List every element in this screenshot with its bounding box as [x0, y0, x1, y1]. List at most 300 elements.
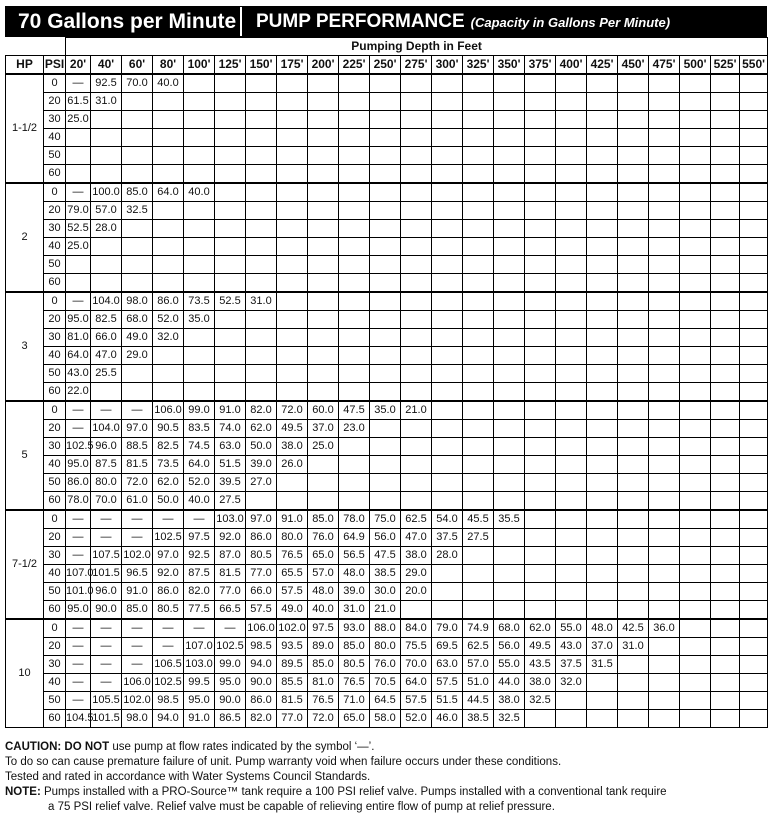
- capacity-cell: 82.5: [91, 311, 122, 329]
- capacity-cell: 61.5: [66, 93, 91, 111]
- capacity-cell: [432, 93, 463, 111]
- capacity-cell: 45.5: [463, 510, 494, 529]
- capacity-cell: 94.0: [246, 656, 277, 674]
- capacity-cell: [680, 474, 711, 492]
- capacity-cell: 96.0: [91, 583, 122, 601]
- capacity-cell: [339, 474, 370, 492]
- capacity-cell: [494, 529, 525, 547]
- capacity-cell: [680, 311, 711, 329]
- capacity-cell: [711, 692, 740, 710]
- capacity-cell: 57.5: [277, 583, 308, 601]
- capacity-cell: 87.0: [215, 547, 246, 565]
- capacity-cell: [711, 674, 740, 692]
- capacity-cell: [587, 674, 618, 692]
- capacity-cell: [649, 638, 680, 656]
- capacity-cell: [587, 710, 618, 728]
- capacity-cell: [339, 492, 370, 511]
- capacity-cell: 35.0: [184, 311, 215, 329]
- capacity-cell: 103.0: [184, 656, 215, 674]
- capacity-cell: [432, 220, 463, 238]
- capacity-cell: 31.0: [339, 601, 370, 620]
- performance-table: [5, 37, 768, 728]
- capacity-cell: 62.5: [463, 638, 494, 656]
- capacity-cell: 64.9: [339, 529, 370, 547]
- capacity-cell: [215, 165, 246, 184]
- capacity-cell: [184, 165, 215, 184]
- psi-cell: 30: [44, 656, 66, 674]
- hp-cell: 10: [6, 619, 44, 728]
- capacity-cell: [463, 202, 494, 220]
- psi-cell: 30: [44, 329, 66, 347]
- capacity-cell: [711, 311, 740, 329]
- capacity-cell: [711, 274, 740, 293]
- psi-cell: 0: [44, 183, 66, 202]
- capacity-cell: —: [66, 74, 91, 93]
- pumping-depth-header: Pumping Depth in Feet: [66, 38, 768, 56]
- capacity-cell: 40.0: [184, 492, 215, 511]
- capacity-cell: [525, 93, 556, 111]
- capacity-cell: 77.0: [246, 565, 277, 583]
- depth-header-cell: 100': [184, 56, 215, 75]
- capacity-cell: [277, 329, 308, 347]
- table-row: [6, 583, 768, 601]
- capacity-cell: 89.5: [277, 656, 308, 674]
- capacity-cell: [91, 383, 122, 402]
- capacity-cell: —: [91, 619, 122, 638]
- capacity-cell: [587, 329, 618, 347]
- capacity-cell: [184, 365, 215, 383]
- depth-header-cell: 60': [122, 56, 153, 75]
- capacity-cell: 97.0: [246, 510, 277, 529]
- capacity-cell: 49.0: [277, 601, 308, 620]
- capacity-cell: [494, 183, 525, 202]
- capacity-cell: [339, 93, 370, 111]
- capacity-cell: [246, 329, 277, 347]
- capacity-cell: [680, 329, 711, 347]
- capacity-cell: [680, 438, 711, 456]
- capacity-cell: [308, 492, 339, 511]
- capacity-cell: [215, 183, 246, 202]
- psi-cell: 0: [44, 510, 66, 529]
- hp-header: HP: [6, 56, 44, 75]
- capacity-cell: [91, 238, 122, 256]
- capacity-cell: [680, 238, 711, 256]
- table-row: [6, 292, 768, 311]
- capacity-cell: 54.0: [432, 510, 463, 529]
- capacity-cell: [401, 129, 432, 147]
- capacity-cell: [711, 292, 740, 311]
- hp-cell: 1-1/2: [6, 74, 44, 183]
- psi-cell: 40: [44, 347, 66, 365]
- capacity-cell: [649, 147, 680, 165]
- capacity-cell: [740, 74, 768, 93]
- capacity-cell: 72.0: [122, 474, 153, 492]
- capacity-cell: —: [66, 638, 91, 656]
- capacity-cell: [432, 111, 463, 129]
- capacity-cell: 91.0: [122, 583, 153, 601]
- capacity-cell: [556, 238, 587, 256]
- capacity-cell: 38.0: [401, 547, 432, 565]
- capacity-cell: [370, 183, 401, 202]
- capacity-cell: [184, 220, 215, 238]
- capacity-cell: [494, 583, 525, 601]
- capacity-cell: [66, 147, 91, 165]
- capacity-cell: 48.0: [308, 583, 339, 601]
- depth-header-cell: 40': [91, 56, 122, 75]
- capacity-cell: [525, 238, 556, 256]
- capacity-cell: [740, 93, 768, 111]
- note-line: [5, 785, 767, 800]
- capacity-cell: [525, 111, 556, 129]
- capacity-cell: [618, 274, 649, 293]
- capacity-cell: [649, 510, 680, 529]
- table-row: [6, 165, 768, 184]
- capacity-cell: [618, 510, 649, 529]
- capacity-cell: 28.0: [432, 547, 463, 565]
- capacity-cell: [308, 383, 339, 402]
- capacity-cell: [740, 438, 768, 456]
- capacity-cell: 49.0: [122, 329, 153, 347]
- capacity-cell: 99.5: [184, 674, 215, 692]
- capacity-cell: [91, 274, 122, 293]
- capacity-cell: 74.9: [463, 619, 494, 638]
- capacity-cell: [246, 147, 277, 165]
- capacity-cell: [740, 274, 768, 293]
- capacity-cell: [587, 129, 618, 147]
- capacity-cell: [370, 274, 401, 293]
- capacity-cell: [184, 202, 215, 220]
- capacity-cell: [401, 256, 432, 274]
- capacity-cell: —: [153, 638, 184, 656]
- depth-header-cell: 400': [556, 56, 587, 75]
- capacity-cell: [587, 420, 618, 438]
- capacity-cell: [680, 111, 711, 129]
- capacity-cell: 51.0: [463, 674, 494, 692]
- capacity-cell: [184, 238, 215, 256]
- capacity-cell: [308, 129, 339, 147]
- depth-header-cell: 450': [618, 56, 649, 75]
- capacity-cell: [432, 202, 463, 220]
- capacity-cell: [463, 274, 494, 293]
- depth-header-cell: 375': [525, 56, 556, 75]
- capacity-cell: [711, 710, 740, 728]
- performance-title-main: PUMP PERFORMANCE: [256, 10, 465, 32]
- capacity-cell: [711, 510, 740, 529]
- capacity-cell: 49.5: [525, 638, 556, 656]
- capacity-cell: [215, 202, 246, 220]
- capacity-cell: [680, 365, 711, 383]
- capacity-cell: [649, 547, 680, 565]
- capacity-cell: [740, 256, 768, 274]
- table-row: [6, 474, 768, 492]
- psi-cell: 60: [44, 601, 66, 620]
- capacity-cell: —: [153, 619, 184, 638]
- title-bar: [5, 6, 767, 37]
- capacity-cell: 61.0: [122, 492, 153, 511]
- capacity-cell: 64.0: [66, 347, 91, 365]
- capacity-cell: 102.5: [153, 674, 184, 692]
- capacity-cell: [711, 638, 740, 656]
- capacity-cell: [680, 383, 711, 402]
- capacity-cell: [277, 183, 308, 202]
- capacity-cell: —: [91, 674, 122, 692]
- capacity-cell: [587, 202, 618, 220]
- capacity-cell: 85.0: [308, 510, 339, 529]
- capacity-cell: [401, 420, 432, 438]
- capacity-cell: [649, 692, 680, 710]
- hp-cell: 5: [6, 401, 44, 510]
- capacity-cell: [618, 583, 649, 601]
- capacity-cell: [339, 365, 370, 383]
- depth-header-cell: 550': [740, 56, 768, 75]
- capacity-cell: [525, 220, 556, 238]
- capacity-cell: [649, 529, 680, 547]
- capacity-cell: [618, 565, 649, 583]
- table-row: [6, 329, 768, 347]
- capacity-cell: 25.0: [308, 438, 339, 456]
- capacity-cell: —: [122, 510, 153, 529]
- performance-body: [6, 74, 768, 728]
- capacity-cell: [401, 274, 432, 293]
- capacity-cell: [432, 601, 463, 620]
- capacity-cell: [463, 420, 494, 438]
- capacity-cell: [246, 492, 277, 511]
- capacity-cell: [680, 583, 711, 601]
- capacity-cell: [649, 238, 680, 256]
- capacity-cell: [401, 292, 432, 311]
- capacity-cell: —: [66, 292, 91, 311]
- capacity-cell: [463, 565, 494, 583]
- capacity-cell: [618, 202, 649, 220]
- capacity-cell: [525, 183, 556, 202]
- capacity-cell: [308, 329, 339, 347]
- psi-cell: 0: [44, 74, 66, 93]
- capacity-cell: [432, 74, 463, 93]
- capacity-cell: [308, 474, 339, 492]
- capacity-cell: [711, 656, 740, 674]
- capacity-cell: [556, 93, 587, 111]
- capacity-cell: —: [91, 638, 122, 656]
- capacity-cell: [401, 365, 432, 383]
- capacity-cell: [649, 420, 680, 438]
- capacity-cell: [587, 93, 618, 111]
- capacity-cell: 22.0: [66, 383, 91, 402]
- capacity-cell: [370, 347, 401, 365]
- capacity-cell: [587, 165, 618, 184]
- capacity-cell: [587, 220, 618, 238]
- capacity-cell: [122, 365, 153, 383]
- capacity-cell: [401, 329, 432, 347]
- capacity-cell: [618, 165, 649, 184]
- capacity-cell: [370, 492, 401, 511]
- capacity-cell: 95.0: [215, 674, 246, 692]
- capacity-cell: [184, 383, 215, 402]
- capacity-cell: [339, 329, 370, 347]
- capacity-cell: 80.0: [370, 638, 401, 656]
- capacity-cell: [680, 710, 711, 728]
- capacity-cell: [277, 93, 308, 111]
- capacity-cell: [649, 220, 680, 238]
- capacity-cell: 92.5: [91, 74, 122, 93]
- capacity-cell: 64.5: [370, 692, 401, 710]
- capacity-cell: [618, 220, 649, 238]
- capacity-cell: 73.5: [153, 456, 184, 474]
- capacity-cell: [277, 383, 308, 402]
- capacity-cell: [215, 365, 246, 383]
- capacity-cell: [153, 365, 184, 383]
- capacity-cell: [494, 492, 525, 511]
- capacity-cell: [711, 329, 740, 347]
- table-row: [6, 619, 768, 638]
- capacity-cell: [618, 147, 649, 165]
- capacity-cell: [153, 147, 184, 165]
- capacity-cell: 76.5: [339, 674, 370, 692]
- capacity-cell: [494, 365, 525, 383]
- capacity-cell: [680, 147, 711, 165]
- capacity-cell: [649, 347, 680, 365]
- capacity-cell: 64.0: [153, 183, 184, 202]
- capacity-cell: [680, 656, 711, 674]
- capacity-cell: [494, 274, 525, 293]
- capacity-cell: [525, 438, 556, 456]
- capacity-cell: [556, 311, 587, 329]
- capacity-cell: [740, 202, 768, 220]
- capacity-cell: [649, 111, 680, 129]
- psi-cell: 50: [44, 256, 66, 274]
- capacity-cell: 90.5: [153, 420, 184, 438]
- capacity-cell: [463, 583, 494, 601]
- capacity-cell: 51.5: [432, 692, 463, 710]
- capacity-cell: [556, 274, 587, 293]
- capacity-cell: [556, 456, 587, 474]
- capacity-cell: 80.0: [91, 474, 122, 492]
- capacity-cell: [711, 147, 740, 165]
- depth-header-cell: 300': [432, 56, 463, 75]
- performance-title-sub: (Capacity in Gallons Per Minute): [470, 14, 671, 30]
- capacity-cell: [494, 93, 525, 111]
- capacity-cell: [740, 165, 768, 184]
- capacity-cell: 32.0: [556, 674, 587, 692]
- capacity-cell: [649, 438, 680, 456]
- capacity-cell: [463, 401, 494, 420]
- capacity-cell: [525, 583, 556, 601]
- capacity-cell: [432, 165, 463, 184]
- capacity-cell: [339, 165, 370, 184]
- capacity-cell: 49.5: [277, 420, 308, 438]
- capacity-cell: [370, 329, 401, 347]
- capacity-cell: [587, 274, 618, 293]
- table-row: [6, 311, 768, 329]
- capacity-cell: [556, 347, 587, 365]
- capacity-cell: [649, 601, 680, 620]
- capacity-cell: [556, 220, 587, 238]
- capacity-cell: 52.0: [184, 474, 215, 492]
- capacity-cell: [432, 565, 463, 583]
- capacity-cell: [587, 492, 618, 511]
- capacity-cell: [432, 329, 463, 347]
- capacity-cell: [556, 401, 587, 420]
- psi-cell: 30: [44, 438, 66, 456]
- capacity-cell: [649, 401, 680, 420]
- capacity-cell: 63.0: [215, 438, 246, 456]
- capacity-cell: [556, 147, 587, 165]
- capacity-cell: [215, 347, 246, 365]
- capacity-cell: [649, 292, 680, 311]
- capacity-cell: [525, 456, 556, 474]
- capacity-cell: 40.0: [308, 601, 339, 620]
- capacity-cell: 48.0: [339, 565, 370, 583]
- capacity-cell: 38.5: [463, 710, 494, 728]
- capacity-cell: —: [122, 619, 153, 638]
- capacity-cell: [680, 510, 711, 529]
- capacity-cell: 74.5: [184, 438, 215, 456]
- capacity-cell: [740, 129, 768, 147]
- capacity-cell: [401, 438, 432, 456]
- capacity-cell: 32.0: [153, 329, 184, 347]
- capacity-cell: [740, 292, 768, 311]
- capacity-cell: [618, 401, 649, 420]
- capacity-cell: [680, 274, 711, 293]
- capacity-cell: 37.5: [432, 529, 463, 547]
- table-row: [6, 383, 768, 402]
- capacity-cell: [153, 238, 184, 256]
- capacity-cell: 97.0: [153, 547, 184, 565]
- psi-cell: 0: [44, 401, 66, 420]
- capacity-cell: 37.0: [308, 420, 339, 438]
- depth-header-cell: 200': [308, 56, 339, 75]
- table-row: [6, 347, 768, 365]
- capacity-cell: [401, 347, 432, 365]
- capacity-cell: 36.0: [649, 619, 680, 638]
- capacity-cell: [556, 420, 587, 438]
- psi-cell: 60: [44, 274, 66, 293]
- capacity-cell: [91, 165, 122, 184]
- capacity-cell: [649, 565, 680, 583]
- capacity-cell: [153, 93, 184, 111]
- capacity-cell: [711, 365, 740, 383]
- capacity-cell: 73.5: [184, 292, 215, 311]
- capacity-cell: 81.0: [308, 674, 339, 692]
- capacity-cell: 29.0: [122, 347, 153, 365]
- capacity-cell: 50.0: [246, 438, 277, 456]
- capacity-cell: [711, 565, 740, 583]
- capacity-cell: [308, 147, 339, 165]
- capacity-cell: [432, 311, 463, 329]
- capacity-cell: [494, 401, 525, 420]
- capacity-cell: [494, 438, 525, 456]
- notes-section: [5, 740, 767, 815]
- capacity-cell: —: [66, 656, 91, 674]
- capacity-cell: [618, 601, 649, 620]
- capacity-cell: [246, 274, 277, 293]
- capacity-cell: 50.0: [153, 492, 184, 511]
- capacity-cell: 107.0: [184, 638, 215, 656]
- capacity-cell: —: [66, 420, 91, 438]
- note-label: NOTE:: [5, 786, 41, 798]
- psi-cell: 50: [44, 692, 66, 710]
- capacity-cell: [494, 420, 525, 438]
- corner-cell: [6, 38, 66, 56]
- capacity-cell: [556, 474, 587, 492]
- capacity-cell: [649, 311, 680, 329]
- capacity-cell: [711, 165, 740, 184]
- capacity-cell: —: [66, 547, 91, 565]
- hp-cell: 2: [6, 183, 44, 292]
- capacity-cell: 80.5: [246, 547, 277, 565]
- capacity-cell: 81.5: [277, 692, 308, 710]
- capacity-cell: [122, 220, 153, 238]
- capacity-cell: 102.5: [66, 438, 91, 456]
